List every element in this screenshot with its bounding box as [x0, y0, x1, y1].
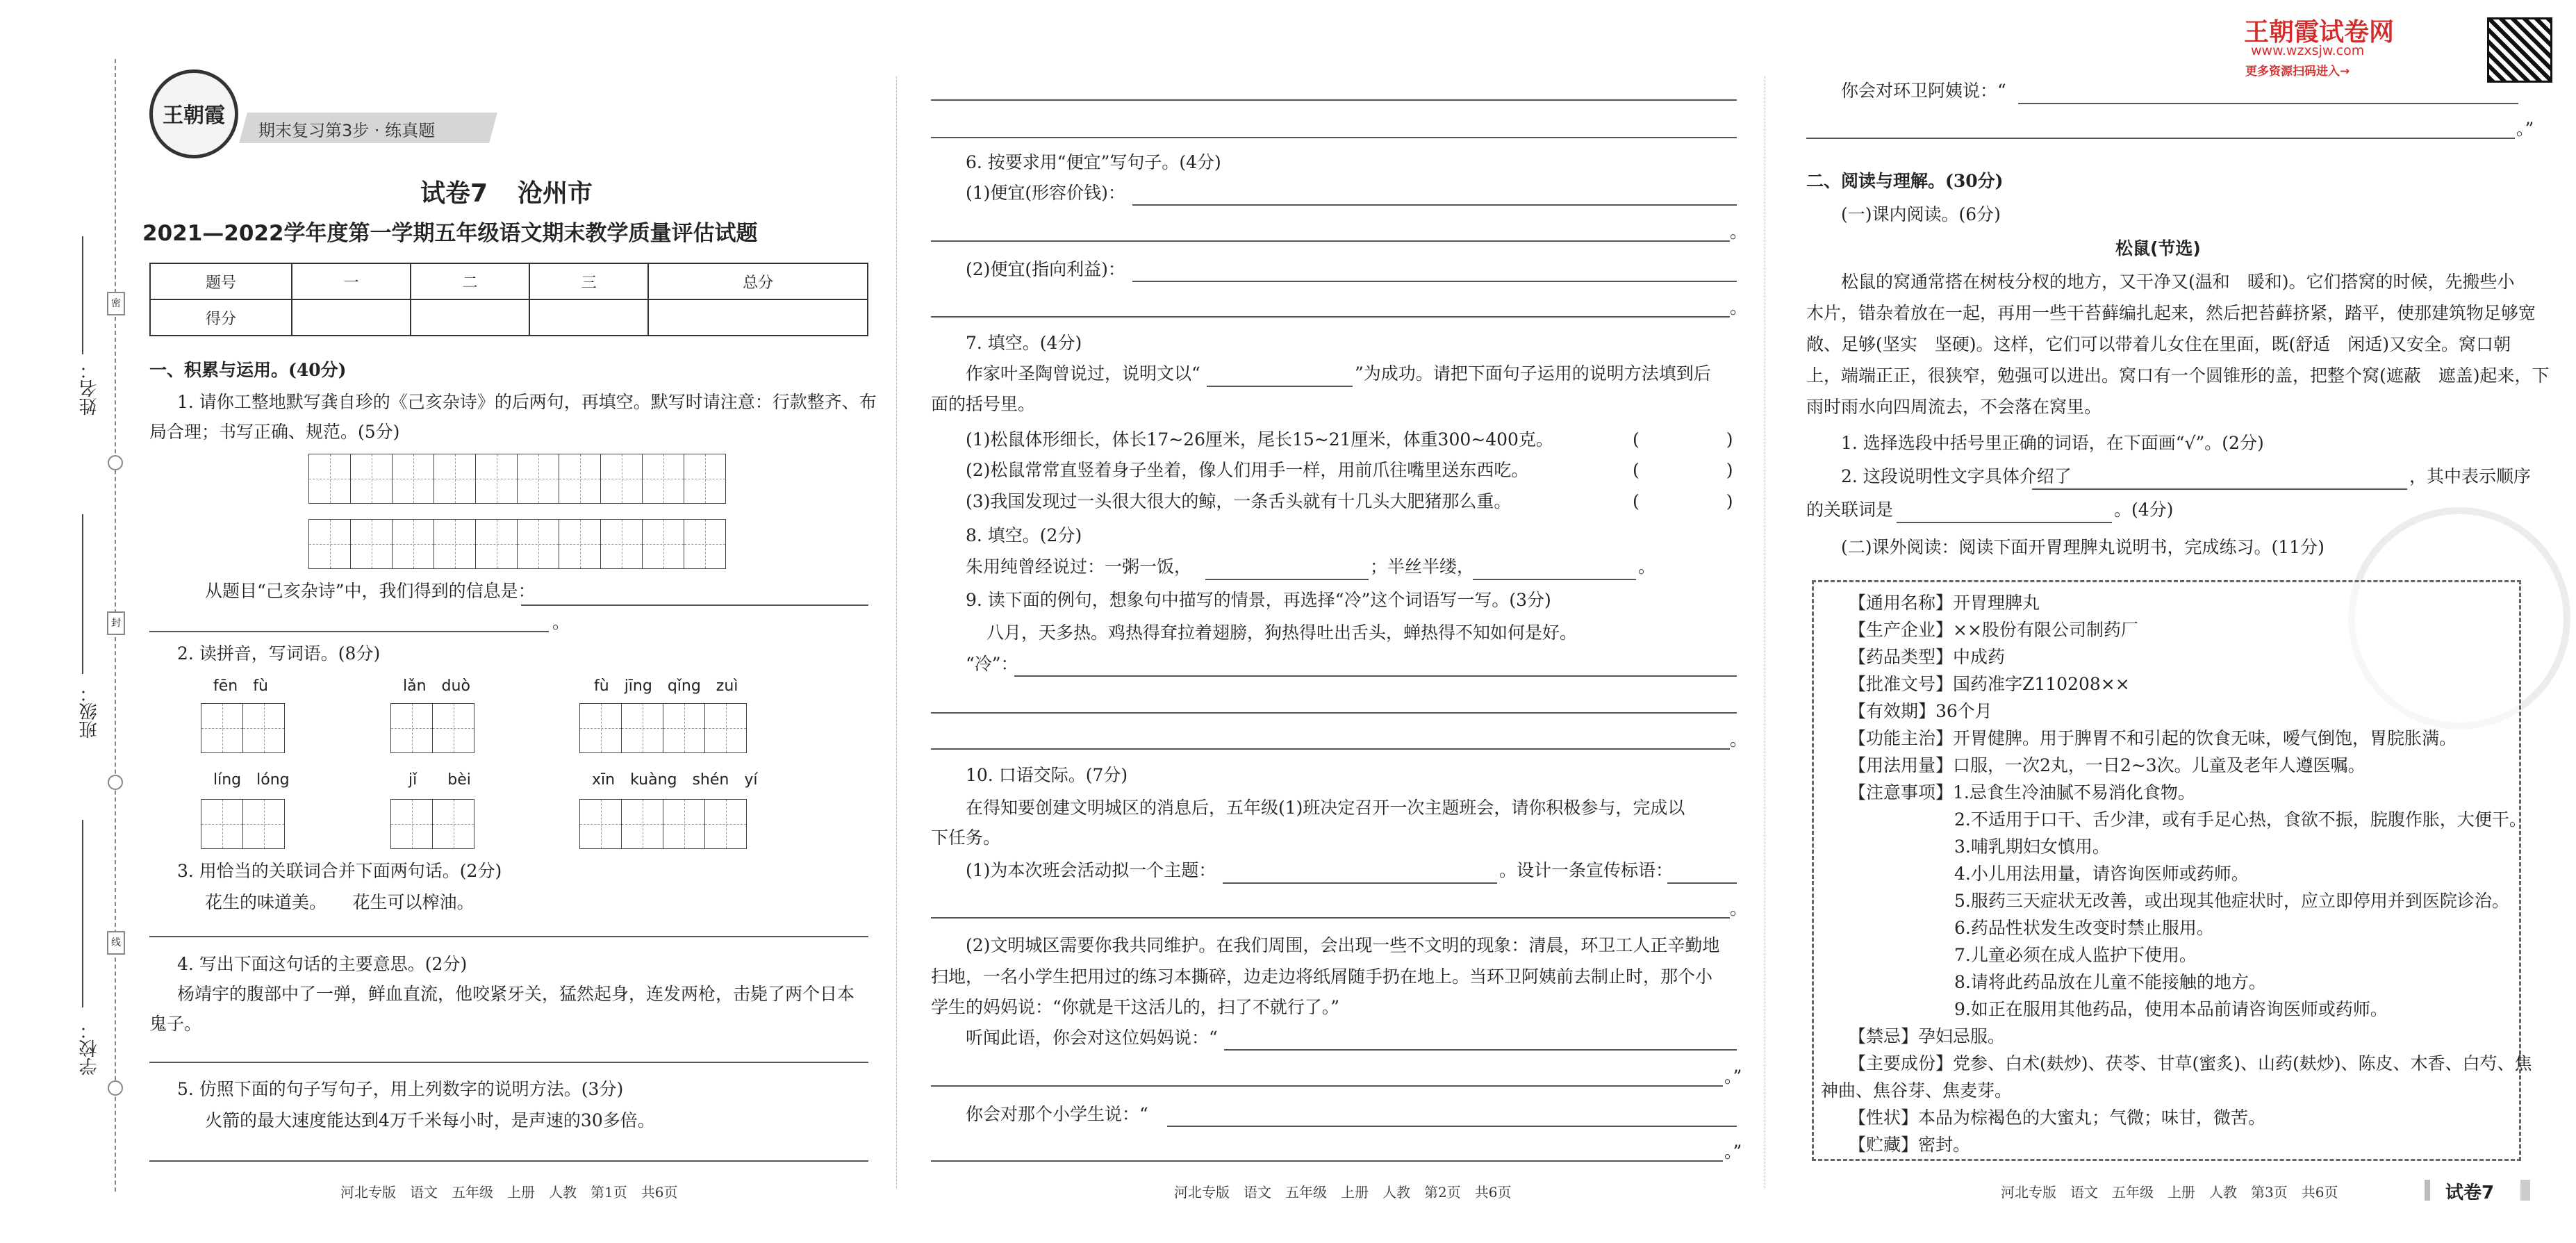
brand-tip: 更多资源扫码进入→ — [2245, 65, 2350, 79]
test-number: 试卷7 — [420, 179, 488, 208]
brand-url[interactable]: www.wzxsjw.com — [2251, 43, 2365, 58]
question-text: 扫地，一名小学生把用过的练习本撕碎，边走边将纸屑随手扔在地上。当环卫阿姨前去制止时，那个小 — [931, 966, 1713, 987]
tag-bar — [2520, 1180, 2530, 1201]
city-name: 沧州市 — [518, 179, 593, 208]
punctuation: 。 — [1730, 898, 1748, 919]
answer-line[interactable] — [931, 240, 1730, 242]
box-line: 【性状】本品为棕褐色的大蜜丸；气微；味甘，微苦。 — [1849, 1108, 2266, 1128]
answer-line[interactable] — [1473, 579, 1636, 580]
question-text: 局合理；书写正确、规范。(5分) — [149, 422, 400, 442]
logo-text: 王朝霞 — [163, 104, 225, 128]
question-text: 作家叶圣陶曾说过，说明文以“ — [966, 363, 1200, 384]
school-blank[interactable] — [82, 820, 83, 1007]
box-line: 【通用名称】开胃理脾丸 — [1849, 593, 2040, 613]
question-text: 在得知要创建文明城区的消息后，五年级(1)班决定召开一次主题班会，请你积极参与，完成以 — [966, 798, 1685, 818]
brand-name: 王朝霞试卷网 — [2244, 18, 2395, 47]
passage-line: 松鼠的窝通常搭在树枝分杈的地方，又干净又(温和 暖和)。它们搭窝的时候，先搬些小 — [1841, 272, 2515, 292]
binding-hole — [108, 1080, 123, 1096]
name-label: 姓名： — [79, 361, 100, 415]
question-text: (2)松鼠常常直竖着身子坐着，像人们用手一样，用前爪往嘴里送东西吃。 — [966, 460, 1529, 480]
score-row-label: 得分 — [150, 299, 292, 336]
question-text: 6. 按要求用“便宜”写句子。(4分) — [966, 152, 1221, 172]
question-text: 从题目“己亥杂诗”中，我们得到的信息是： — [205, 581, 536, 601]
answer-line[interactable] — [1167, 1126, 1737, 1127]
question-text: 。(4分) — [2114, 500, 2174, 520]
question-text: (2)文明城区需要你我共同维护。在我们周围，会出现一些不文明的现象：清晨，环卫工人正辛勤地 — [966, 935, 1720, 955]
section-heading: 一、积累与运用。(40分) — [149, 360, 347, 380]
score-cell[interactable] — [411, 299, 529, 336]
pinyin-label: fù jīng qǐng zuì — [594, 677, 738, 695]
slogan-input[interactable] — [1667, 882, 1737, 884]
question-text: 2. 这段说明性文字具体介绍了 — [1841, 466, 2072, 486]
score-header-cell: 总分 — [648, 263, 868, 299]
question-text: 花生的味道美。 花生可以榨油。 — [205, 892, 474, 912]
word-box[interactable] — [201, 703, 285, 753]
question-text: 4. 写出下面这句话的主要意思。(2分) — [177, 954, 468, 974]
punctuation: 。 — [1730, 222, 1748, 242]
punctuation: 。 — [1638, 557, 1656, 577]
question-text: 3. 用恰当的关联词合并下面两句话。(2分) — [177, 861, 502, 881]
question-text: ”为成功。请把下面句子运用的说明方法填到后 — [1355, 363, 1711, 384]
punctuation: 。” — [1724, 1142, 1742, 1162]
box-line: 【注意事项】1.忌食生冷油腻不易消化食物。 — [1849, 782, 2195, 802]
score-cell[interactable] — [529, 299, 648, 336]
answer-line[interactable] — [149, 936, 868, 937]
score-table — [149, 263, 868, 336]
test-tag: 试卷7 — [2445, 1183, 2495, 1203]
answer-line[interactable] — [931, 748, 1730, 750]
box-line: 【生产企业】××股份有限公司制药厂 — [1849, 620, 2138, 640]
class-label: 班级： — [79, 684, 100, 739]
score-cell[interactable] — [292, 299, 411, 336]
word-box[interactable] — [391, 799, 474, 849]
pinyin-label: lǎn duò — [403, 677, 470, 695]
answer-line[interactable] — [1132, 204, 1737, 206]
box-line: 【批准文号】国药准字Z110208×× — [1849, 674, 2130, 694]
question-text: 八月，天多热。鸡热得耷拉着翅膀，狗热得吐出舌头，蝉热得不知如何是好。 — [986, 623, 1578, 643]
answer-line[interactable] — [521, 604, 868, 606]
note-line: 3.哺乳期妇女慎用。 — [1954, 837, 2110, 857]
pinyin-label: fēn fù — [213, 677, 268, 695]
word-box[interactable] — [580, 703, 747, 753]
answer-line[interactable] — [1207, 386, 1353, 387]
answer-line[interactable] — [1132, 281, 1737, 282]
binding-hole — [108, 455, 123, 470]
box-line: 【药品类型】中成药 — [1849, 647, 2006, 667]
box-line: 【禁忌】孕妇忌服。 — [1849, 1026, 2006, 1046]
question-text: 1. 请你工整地默写龚自珍的《己亥杂诗》的后两句，再填空。默写时请注意：行款整齐、布 — [177, 392, 877, 412]
answer-line[interactable] — [931, 1160, 1723, 1162]
qr-code-icon[interactable] — [2487, 17, 2552, 83]
question-text: 2. 读拼音，写词语。(8分) — [177, 643, 381, 664]
box-line: 【功能主治】开胃健脾。用于脾胃不和引起的饮食无味，嗳气倒饱，胃脘胀满。 — [1849, 728, 2457, 748]
question-text: 鬼子。 — [149, 1014, 202, 1034]
box-line: 【用法用量】口服，一次2丸，一日2~3次。儿童及老年人遵医嘱。 — [1849, 755, 2366, 775]
question-text: (3)我国发现过一头很大很大的鲸，一条舌头就有十几头大肥猪那么重。 — [966, 491, 1512, 511]
section-heading: 二、阅读与理解。(30分) — [1806, 171, 2004, 191]
score-header-cell: 一 — [292, 263, 411, 299]
page-divider — [896, 76, 897, 1188]
answer-line[interactable] — [1224, 1049, 1737, 1051]
question-text: 面的括号里。 — [931, 394, 1036, 414]
pinyin-label: xīn kuàng shén yí — [592, 771, 758, 789]
score-header-cell: 三 — [529, 263, 648, 299]
question-text: 杨靖宇的腹部中了一弹，鲜血直流，他咬紧牙关，猛然起身，连发两枪，击毙了两个日本 — [177, 984, 855, 1004]
question-text: 你会对那个小学生说：“ — [966, 1104, 1148, 1124]
school-label: 学校： — [79, 1021, 100, 1076]
question-text: 的关联词是 — [1806, 500, 1894, 520]
answer-line[interactable] — [931, 316, 1730, 318]
box-line: 【有效期】36个月 — [1849, 701, 1992, 721]
note-line: 5.服药三天症状无改善，或出现其他症状时，应立即停用并到医院诊治。 — [1954, 891, 2509, 911]
question-text: 下任务。 — [931, 828, 1001, 848]
class-blank[interactable] — [82, 514, 83, 674]
question-text: (1)便宜(形容价钱)： — [966, 183, 1125, 203]
score-header-cell: 二 — [411, 263, 529, 299]
passage-line: 木片，错杂着放在一起，再用一些干苔藓编扎起来，然后把苔藓挤紧，踏平，使那建筑物足够宽 — [1806, 303, 2536, 323]
note-line: 8.请将此药品放在儿童不能接触的地方。 — [1954, 972, 2266, 992]
question-text: 8. 填空。(2分) — [966, 525, 1082, 545]
question-text: 你会对环卫阿姨说：“ — [1841, 81, 2006, 101]
punctuation: 。” — [2516, 119, 2534, 139]
answer-line[interactable] — [931, 712, 1737, 714]
review-badge-text: 期末复习第3步 · 练真题 — [258, 121, 436, 140]
question-text: 火箭的最大速度能达到4万千米每小时，是声速的30多倍。 — [205, 1110, 655, 1130]
score-header-cell: 题号 — [150, 263, 292, 299]
question-text: 10. 口语交际。(7分) — [966, 765, 1128, 785]
answer-paren[interactable]: ( ) — [1633, 460, 1733, 480]
question-text: 9. 读下面的例句，想象句中描写的情景，再选择“冷”这个词语写一写。(3分) — [966, 590, 1551, 610]
punctuation: 。 — [552, 612, 570, 632]
question-text: 听闻此语，你会对这位妈妈说：“ — [966, 1028, 1218, 1048]
answer-line[interactable] — [931, 917, 1730, 919]
box-line: 【主要成份】党参、白术(麸炒)、茯苓、甘草(蜜炙)、山药(麸炒)、陈皮、木香、白芍、焦 — [1849, 1053, 2532, 1073]
question-text: 学生的妈妈说：“你就是干这活儿的，扫了不就行了。” — [931, 997, 1340, 1017]
word-box[interactable] — [580, 799, 747, 849]
passage-line: 上，端端正正，很狭窄，勉强可以进出。窝口有一个圆锥形的盖，把整个窝(遮蔽 遮盖)起来，下 — [1806, 365, 2550, 386]
answer-paren[interactable]: ( ) — [1633, 491, 1733, 511]
word-box[interactable] — [391, 703, 474, 753]
tag-bar — [2425, 1180, 2430, 1201]
punctuation: 。” — [1724, 1067, 1742, 1087]
seal-mark: 密 — [107, 292, 125, 315]
writing-grid[interactable] — [309, 454, 726, 504]
question-text: 1. 选择选段中括号里正确的词语，在下面画“√”。(2分) — [1841, 433, 2264, 453]
note-line: 7.儿童必须在成人监护下使用。 — [1954, 945, 2197, 965]
question-text: (2)便宜(指向利益)： — [966, 259, 1125, 279]
page-footer: 河北专版 语文 五年级 上册 人教 第2页 共6页 — [1174, 1184, 1512, 1201]
seal-mark: 线 — [107, 931, 125, 955]
answer-line[interactable] — [149, 1160, 868, 1162]
answer-line[interactable] — [1014, 675, 1737, 677]
punctuation: 。 — [1730, 730, 1748, 750]
question-text: 。设计一条宣传标语： — [1499, 860, 1674, 880]
binding-hole — [108, 775, 123, 790]
box-line: 【贮藏】密封。 — [1849, 1135, 1971, 1155]
punctuation: 。 — [1730, 297, 1748, 318]
passage-line: 雨时雨水向四周流去，不会落在窝里。 — [1806, 397, 2102, 417]
answer-line[interactable] — [931, 1085, 1723, 1087]
note-line: 6.药品性状发生改变时禁止服用。 — [1954, 918, 2214, 938]
question-text: “冷”： — [966, 654, 1018, 674]
pinyin-label: líng lóng — [213, 771, 290, 789]
note-line: 4.小儿用法用量，请咨询医师或药师。 — [1954, 864, 2249, 884]
box-line: 神曲、焦谷芽、焦麦芽。 — [1821, 1080, 2013, 1101]
name-blank[interactable] — [82, 236, 83, 354]
answer-paren[interactable]: ( ) — [1633, 429, 1733, 450]
word-box[interactable] — [201, 799, 285, 849]
subsection-heading: (一)课内阅读。(6分) — [1841, 204, 2001, 224]
writing-grid[interactable] — [309, 519, 726, 569]
seal-mark: 封 — [107, 611, 125, 635]
score-cell[interactable] — [648, 299, 868, 336]
answer-line[interactable] — [149, 1062, 868, 1063]
theme-input[interactable] — [1223, 882, 1497, 884]
answer-line[interactable] — [1806, 138, 2515, 139]
test-subtitle: 2021—2022学年度第一学期五年级语文期末教学质量评估试题 — [142, 221, 758, 246]
answer-line[interactable] — [931, 99, 1737, 101]
question-text: (1)为本次班会活动拟一个主题： — [966, 860, 1216, 880]
answer-line[interactable] — [2018, 103, 2518, 104]
answer-line[interactable] — [149, 631, 549, 632]
question-text: ，其中表示顺序 — [2409, 466, 2532, 486]
question-text: 7. 填空。(4分) — [966, 333, 1082, 353]
note-line: 2.不适用于口干、舌少津，或有手足心热，食欲不振，脘腹作胀，大便干。 — [1954, 809, 2527, 830]
question-text: (1)松鼠体形细长，体长17~26厘米，尾长15~21厘米，体重300~400克。 — [966, 429, 1553, 450]
question-text: ；半丝半缕， — [1370, 557, 1475, 577]
passage-line: 敞、足够(坚实 坚硬)。这样，它们可以带着儿女住在里面，既(舒适 闲适)又安全。窝口朝 — [1806, 334, 2511, 354]
question-text: 朱用纯曾经说过：一粥一饭， — [966, 557, 1192, 577]
pinyin-label: jǐ bèi — [408, 771, 471, 789]
answer-line[interactable] — [931, 137, 1737, 138]
page-footer: 河北专版 语文 五年级 上册 人教 第3页 共6页 — [2001, 1184, 2338, 1201]
note-line: 9.如正在服用其他药品，使用本品前请咨询医师或药师。 — [1954, 999, 2388, 1019]
answer-line[interactable] — [1205, 579, 1369, 580]
page-footer: 河北专版 语文 五年级 上册 人教 第1页 共6页 — [340, 1184, 678, 1201]
question-text: 5. 仿照下面的句子写句子，用上列数字的说明方法。(3分) — [177, 1079, 624, 1099]
logo-seal — [149, 69, 238, 158]
passage-title: 松鼠(节选) — [2115, 238, 2201, 258]
answer-line[interactable] — [1897, 522, 2112, 523]
subsection-heading: (二)课外阅读：阅读下面开胃理脾丸说明书，完成练习。(11分) — [1841, 537, 2325, 557]
answer-line[interactable] — [2032, 488, 2407, 490]
instruction-box — [1812, 580, 2532, 1161]
